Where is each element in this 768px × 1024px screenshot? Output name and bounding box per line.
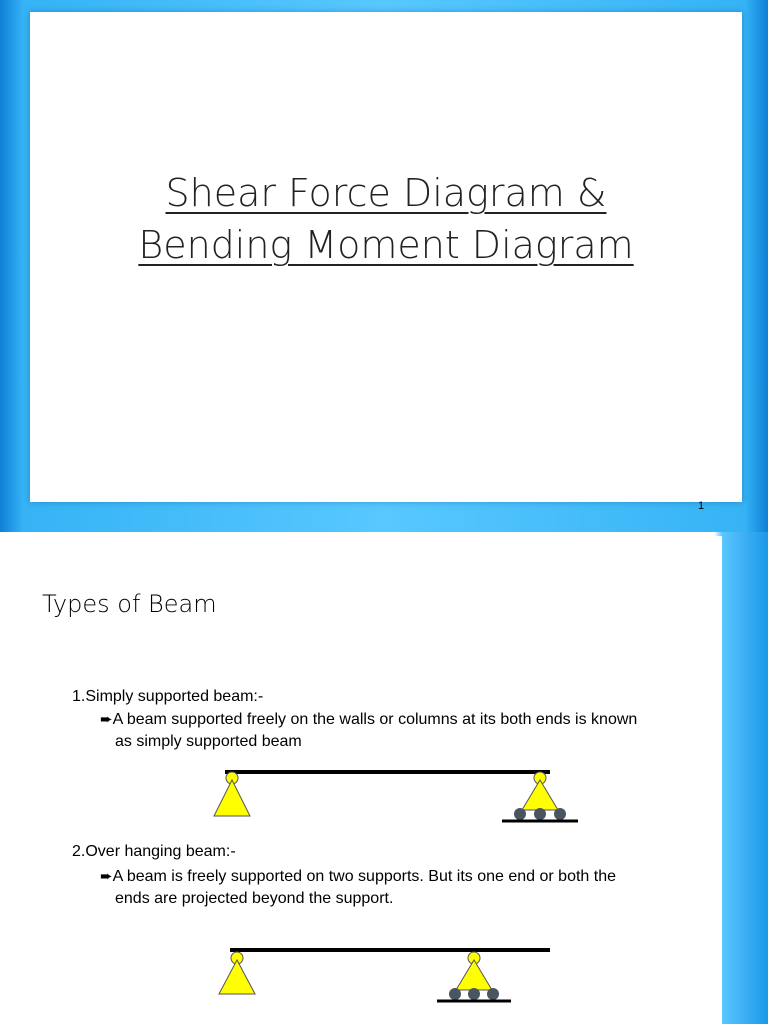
slide-1-content xyxy=(30,12,742,502)
title-line-1: Shear Force Diagram & xyxy=(165,171,607,215)
page-number: 1 xyxy=(698,500,705,512)
item-2-description-line-2: ends are projected beyond the support. xyxy=(115,890,394,907)
slide-2-content xyxy=(10,536,722,1024)
pin-support-icon xyxy=(214,772,250,816)
roller-support-icon xyxy=(502,772,578,821)
slide-2 xyxy=(0,532,768,1024)
overhanging-beam-diagram xyxy=(210,946,570,1006)
item-1-label: 1.Simply supported beam:- xyxy=(72,688,264,705)
arrow-bullet-icon: ➨ xyxy=(100,711,113,728)
item-1-text-1: A beam supported freely on the walls or columns at its both ends is known xyxy=(112,711,638,728)
slide-title xyxy=(30,167,742,271)
section-heading: Types of Beam xyxy=(42,590,217,618)
item-1-description-line-1 xyxy=(100,709,637,731)
title-line-2: Bending Moment Diagram xyxy=(138,223,634,267)
simply-supported-beam-diagram xyxy=(210,768,590,828)
item-1-description-line-2: as simply supported beam xyxy=(115,733,302,750)
item-2-text-1: A beam is freely supported on two supports. But its one end or both the xyxy=(112,868,616,885)
roller-support-icon xyxy=(437,952,511,1001)
item-2-description-line-1 xyxy=(100,866,616,888)
arrow-bullet-icon: ➨ xyxy=(100,868,113,885)
pin-support-icon xyxy=(219,952,255,994)
item-2-label: 2.Over hanging beam:- xyxy=(72,843,236,860)
